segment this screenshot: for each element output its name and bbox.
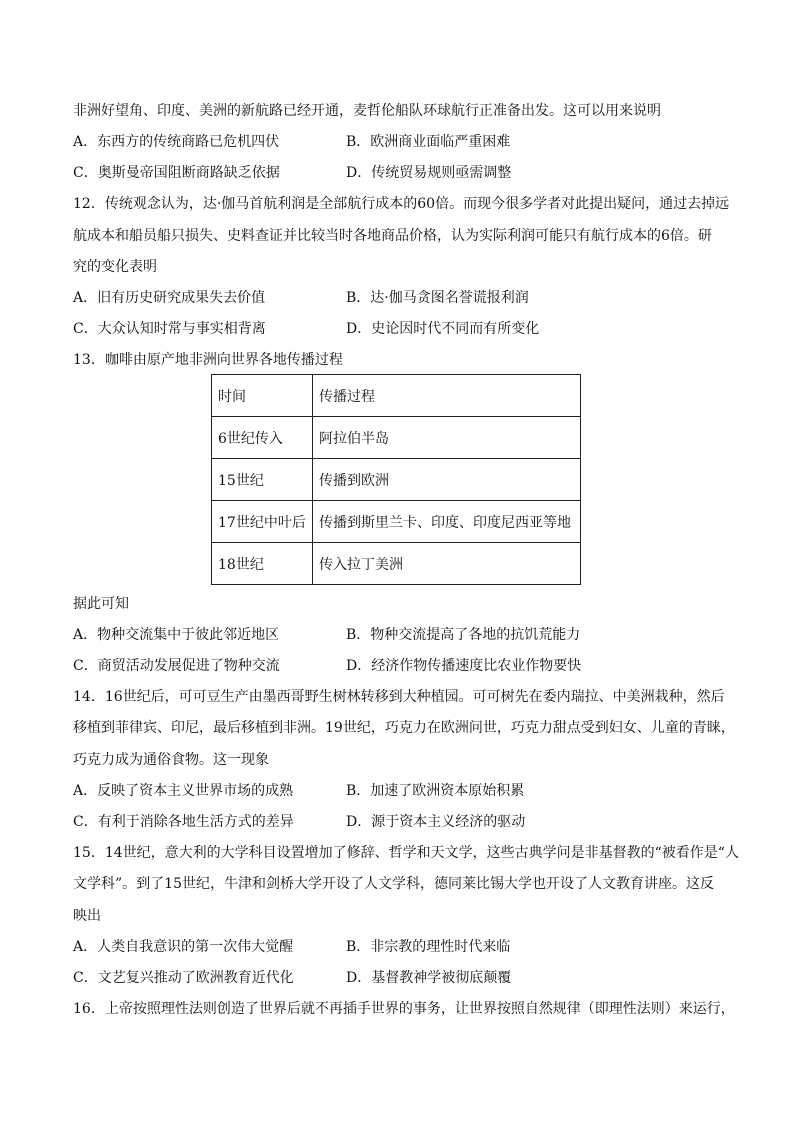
table-row [212,543,581,585]
q15-option-b[interactable]: B．非宗教的理性时代来临 [346,939,511,955]
q15-stem-line-3: 映出 [73,908,101,924]
q14-stem-line-2: 移植到菲律宾、印尼，最后移植到非洲。19世纪，巧克力在欧洲问世，巧克力甜点受到妇女、儿童的青睐， [73,720,735,736]
q12-stem-line-3: 究的变化表明 [73,259,157,275]
q16-stem-line-1: 16．上帝按照理性法则创造了世界后就不再插手世界的事务，让世界按照自然规律（即理性法则）来运行， [73,1001,735,1017]
q14-option-a[interactable]: A．反映了资本主义世界市场的成熟 [73,783,294,799]
q11-option-d[interactable]: D．传统贸易规则亟需调整 [346,165,512,181]
q14-option-c[interactable]: C．有利于消除各地生活方式的差异 [73,814,294,830]
table-cell: 传播到欧洲 [313,459,581,501]
q12-option-a[interactable]: A．旧有历史研究成果失去价值 [73,290,266,306]
table-row [212,501,581,543]
q12-option-b[interactable]: B．达·伽马贪图名誉谎报利润 [346,290,529,306]
q14-option-d[interactable]: D．源于资本主义经济的驱动 [346,814,526,830]
q15-stem-line-2: 文学科”。到了15世纪，牛津和剑桥大学开设了人文学科，德同莱比锡大学也开设了人文教育讲座。这反 [73,876,714,892]
q11-option-a[interactable]: A．东西方的传统商路已危机四伏 [73,134,280,150]
q14-option-b[interactable]: B．加速了欧洲资本原始积累 [346,783,525,799]
table-cell: 6世纪传入 [212,417,313,459]
q14-stem-line-1: 14．16世纪后，可可豆生产由墨西哥野生树林转移到大种植园。可可树先在委内瑞拉、中美洲栽种，然后 [73,689,725,705]
table-cell: 17世纪中叶后 [212,501,313,543]
q12-option-d[interactable]: D．史论因时代不同而有所变化 [346,321,540,337]
q13-after-table: 据此可知 [73,596,129,612]
table-cell: 阿拉伯半岛 [313,417,581,459]
table-header-cell: 时间 [212,375,313,417]
q15-option-d[interactable]: D．基督教神学被彻底颠覆 [346,970,512,986]
q12-stem-line-2: 航成本和船员船只损失、史料查证并比较当时各地商品价格，认为实际利润可能只有航行成本的6倍。研 [73,228,712,244]
q14-stem-line-3: 巧克力成为通俗食物。这一现象 [73,752,269,768]
q13-option-d[interactable]: D．经济作物传播速度比农业作物要快 [346,658,582,674]
q12-option-c[interactable]: C．大众认知时常与事实相背离 [73,321,266,337]
q15-option-c[interactable]: C．文艺复兴推动了欧洲教育近代化 [73,970,294,986]
table-header-row [212,375,581,417]
q13-option-a[interactable]: A．物种交流集中于彼此邻近地区 [73,627,280,643]
q13-option-b[interactable]: B．物种交流提高了各地的抗饥荒能力 [346,627,581,643]
table-cell: 15世纪 [212,459,313,501]
table-cell: 传入拉丁美洲 [313,543,581,585]
table-row [212,459,581,501]
q11-option-b[interactable]: B．欧洲商业面临严重困难 [346,134,511,150]
table-cell: 18世纪 [212,543,313,585]
q11-option-c[interactable]: C．奥斯曼帝国阻断商路缺乏依据 [73,165,280,181]
q15-option-a[interactable]: A．人类自我意识的第一次伟大觉醒 [73,939,294,955]
q15-stem-line-1: 15．14世纪，意大利的大学科目设置增加了修辞、哲学和天文学，这些古典学问是非基督教的“被看作是“人 [73,845,739,861]
coffee-spread-table [211,374,581,585]
q11-stem-line: 非洲好望角、印度、美洲的新航路已经开通，麦哲伦船队环球航行正准备出发。这可以用来说明 [73,103,661,119]
q13-stem: 13．咖啡由原产地非洲向世界各地传播过程 [73,352,343,368]
table-cell: 传播到斯里兰卡、印度、印度尼西亚等地 [313,501,581,543]
table-row [212,417,581,459]
table-header-cell: 传播过程 [313,375,581,417]
q12-stem-line-1: 12．传统观念认为，达·伽马首航利润是全部航行成本的60倍。而现今很多学者对此提出疑问，通过去掉远 [73,196,730,212]
q13-option-c[interactable]: C．商贸活动发展促进了物种交流 [73,658,280,674]
